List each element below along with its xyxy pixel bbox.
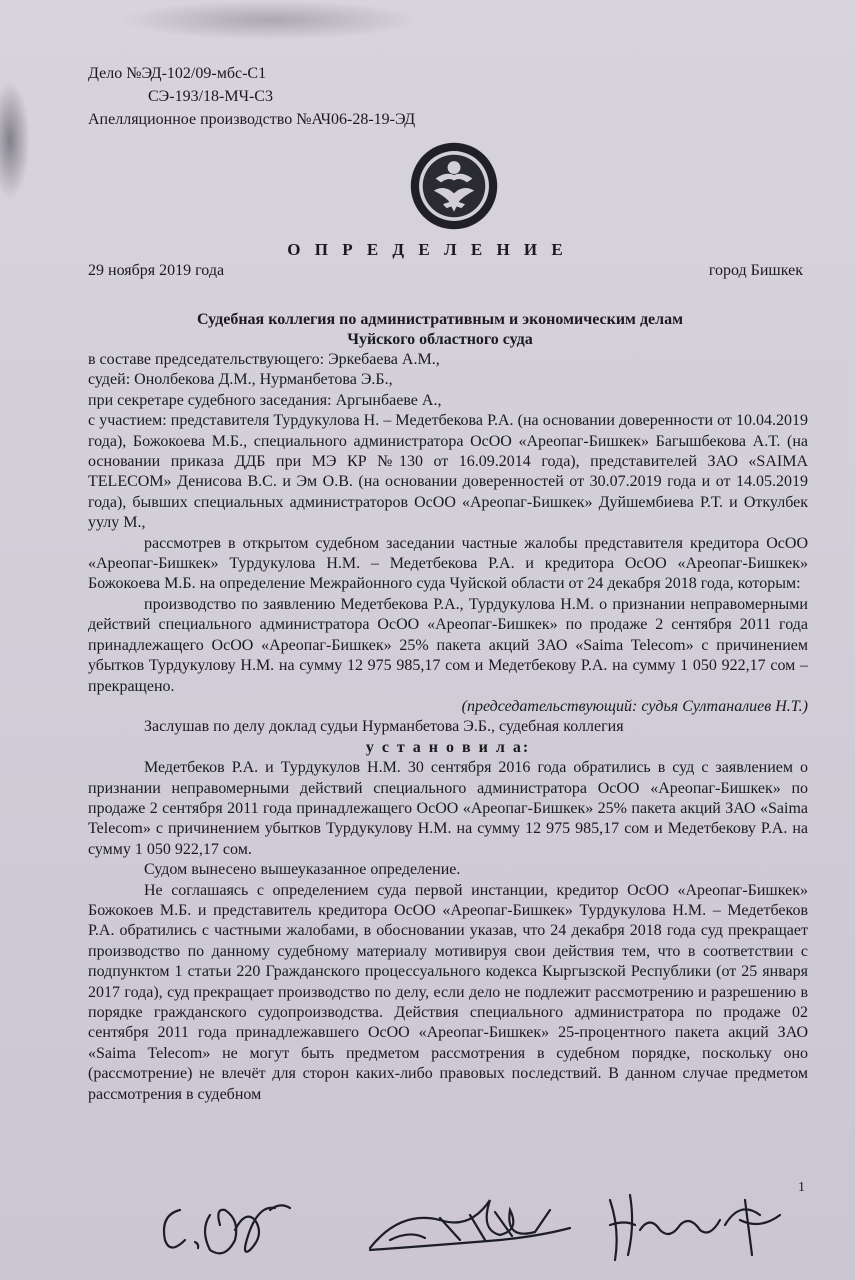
court-name — [60, 310, 820, 350]
paragraph-secretary: при секретаре судебного заседания: Аргынбаеве А., — [88, 391, 442, 409]
paragraph-judges: судей: Онолбекова Д.М., Нурманбетова Э.Б., — [88, 371, 393, 389]
document-date: 29 ноября 2019 года — [88, 262, 225, 279]
paragraph-presiding: (председательствующий: судья Султаналиев Н.Т.) — [461, 697, 808, 715]
case-number-1: Дело №ЭД-102/09-мбс-С1 — [88, 65, 267, 82]
paragraph-established: у с т а н о в и л а: — [365, 738, 531, 756]
paragraph-panel: в составе председательствующего: Эркебаева А.М., — [88, 351, 440, 368]
scan-shade — [120, 0, 420, 40]
paragraph-report: Заслушав по делу доклад судьи Нурманбетова Э.Б., судебная коллегия — [144, 718, 624, 736]
document-body — [88, 350, 808, 1105]
paragraph-participants: с участием: представителя Турдукулова Н. – Медетбекова Р.А. (на основании доверенности от 10.04.2019 года), Божокоева М.Б., специального администратора ОсОО «Ареопаг-Бишкек» Багышбекова А.Т. (на основании приказа ДДБ при МЭ КР №130 от 16.09.2014 года), представителей ЗАО «SAIMA TELECOM» Денисова В.С. и Эм О.В. (на основании доверенностей от 30.07.2019 года и от 14.05.2019 года), бывших специальных администраторов ОсОО «Ареопаг-Бишкек» Дуйшембиева Р.Т. и Откулбек уулу М., — [88, 412, 808, 532]
case-numbers — [88, 62, 415, 131]
paragraph-claim: Медетбеков Р.А. и Турдукулов Н.М. 30 сентября 2016 года обратились в суд с заявлением о признании неправомерными действий специального администратора ОсОО «Ареопаг-Бишкек» по продаже 2 сентября 2011 года принадлежащего ОсОО «Ареопаг-Бишкек» 25% пакета акций ЗАО «Saima Telecom» с причинением убытков Турдукулову Н.М. на сумму 12 975 985,17 сом и Медетбекову Р.А. на сумму 1 050 922,17 сом. — [88, 759, 808, 858]
page-number: 1 — [798, 1180, 805, 1195]
paragraph-considered: рассмотрев в открытом судебном заседании частные жалобы представителя кредитора ОсОО «Ареопаг-Бишкек» Турдукулова Н.М. – Медетбекова Р.А. и кредитора ОсОО «Ареопаг-Бишкек» Божокоева М.Б. на определение Межрайонного суда Чуйской области от 24 декабря 2018 года, которым: — [88, 534, 808, 593]
court-name-line-1: Судебная коллегия по административным и экономическим делам — [196, 311, 684, 328]
kyrgyz-state-emblem-icon — [408, 140, 500, 232]
paragraph-appeal: Не соглашаясь с определением суда первой инстанции, кредитор ОсОО «Ареопаг-Бишкек» Божокоев М.Б. и представитель кредитора ОсОО «Ареопаг-Бишкек» Турдукулова Н.М. – Медетбеков Р.А. обратились с частными жалобами, в обосновании указав, что 24 декабря 2018 года суд прекращает производство по данному судебному материалу мотивируя свои действия тем, что в соответствии с подпунктом 1 статьи 220 Гражданского процессуального кодекса Кыргызской Республики (от 25 января 2017 года), суд прекращает производство по делу, если дело не подлежит рассмотрению и разрешению в порядке гражданского судопроизводства. Действия специального администратора по продаже 02 сентября 2011 года принадлежавшего ОсОО «Ареопаг-Бишкек» 25-процентного пакета акций ЗАО «Saima Telecom» не могут быть предметом рассмотрения в судебном порядке, поскольку оно (рассмотрение) не влечёт для сторон каких-либо правовых последствий. В данном случае предметом рассмотрения в судебном — [88, 881, 808, 1103]
handwritten-signatures-icon — [140, 1170, 820, 1270]
document-title: О П Р Е Д Е Л Е Н И Е — [287, 240, 568, 259]
document-city: город Бишкек — [708, 262, 803, 279]
paragraph-ruling: Судом вынесено вышеуказанное определение. — [144, 861, 461, 879]
scan-smudge — [0, 80, 30, 200]
case-number-2: СЭ-193/18-МЧ-С3 — [148, 88, 273, 105]
appeal-number: Апелляционное производство №АЧ06-28-19-ЭД — [88, 111, 416, 128]
paragraph-proceedings: производство по заявлению Медетбекова Р.А., Турдукулова Н.М. о признании неправомерными действий специального администратора ОсОО «Ареопаг-Бишкек» по продаже 2 сентября 2011 года принадлежащего ОсОО «Ареопаг-Бишкек» 25% пакета акций ЗАО «Saima Telecom» с причинением убытков Турдукулову Н.М. на сумму 12 975 985,17 сом и Медетбекову Р.А. на сумму 1 050 922,17 сом – прекращено. — [88, 595, 808, 695]
court-name-line-2: Чуйского областного суда — [347, 331, 533, 348]
